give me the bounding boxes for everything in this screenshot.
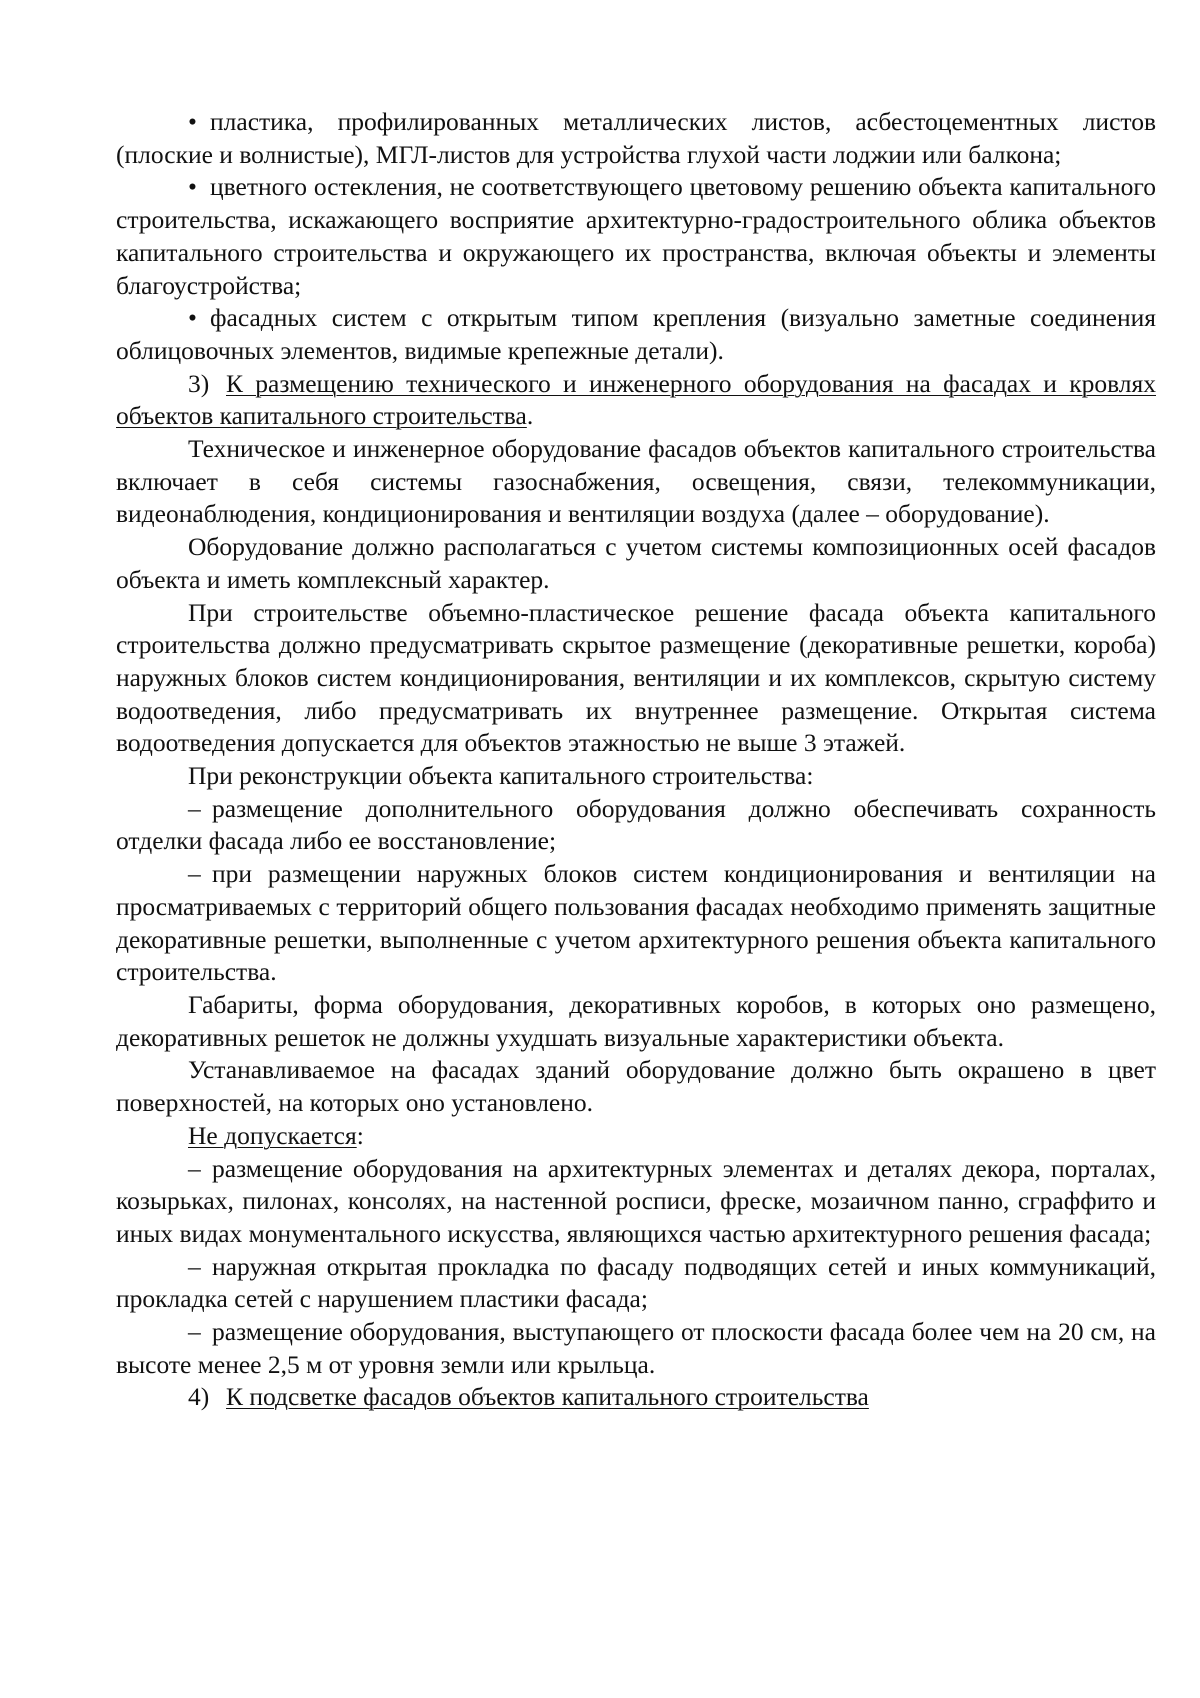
- document-page: [116, 106, 1156, 1414]
- section-title: К размещению технического и инженерного оборудования на фасадах и кровлях объектов капитального строительства: [116, 368, 1156, 431]
- paragraph: Габариты, форма оборудования, декоративных коробов, в которых оно размещено, декоративных решеток не должны ухудшать визуальные характеристики объекта.: [116, 989, 1156, 1052]
- section-title: К подсветке фасадов объектов капитального строительства: [226, 1382, 869, 1412]
- dash-marker: –: [188, 793, 201, 823]
- dash-text: при размещении наружных блоков систем кондиционирования и вентиляции на просматриваемых с территорий общего пользования фасадах необходимо применять защитные декоративные решетки, выполненные с учетом архитектурного решения объекта капитального строительства.: [116, 859, 1156, 987]
- prohibited-title-tail: :: [356, 1120, 364, 1150]
- bullet-marker: •: [188, 303, 197, 333]
- paragraph: Устанавливаемое на фасадах зданий оборудование должно быть окрашено в цвет поверхностей, на которых оно установлено.: [116, 1055, 1156, 1118]
- dash-marker: –: [188, 859, 201, 889]
- dash-text: размещение оборудования на архитектурных элементах и деталях декора, порталах, козырьках, пилонах, консолях, на настенной росписи, фреске, мозаичном панно, сграффито и иных видах монументального искусства, являющихся частью архитектурного решения фасада;: [116, 1153, 1156, 1248]
- paragraph: Техническое и инженерное оборудование фасадов объектов капитального строительства включает в себя системы газоснабжения, освещения, связи, телекоммуникации, видеонаблюдения, кондиционирования и вентиляции воздуха (далее – оборудование).: [116, 434, 1156, 529]
- paragraph: При реконструкции объекта капитального строительства:: [188, 761, 814, 791]
- paragraph: При строительстве объемно-пластическое решение фасада объекта капитального строительства должно предусматривать скрытое размещение (декоративные решетки, короба) наружных блоков систем кондиционирования, вентиляции и их комплексов, скрытую систему водоотведения, либо предусматривать их внутреннее размещение. Открытая система водоотведения допускается для объектов этажностью не выше 3 этажей.: [116, 597, 1156, 758]
- dash-text: наружная открытая прокладка по фасаду подводящих сетей и иных коммуникаций, прокладка сетей с нарушением пластики фасада;: [116, 1251, 1156, 1314]
- prohibited-title: Не допускается: [188, 1120, 357, 1150]
- section-title-tail: .: [526, 401, 534, 431]
- section-heading-4: [116, 1381, 1156, 1414]
- paragraph: Оборудование должно располагаться с учетом системы композиционных осей фасадов объекта и иметь комплексный характер.: [116, 532, 1156, 594]
- dash-text: размещение оборудования, выступающего от плоскости фасада более чем на 20 см, на высоте менее 2,5 м от уровня земли или крыльца.: [116, 1317, 1156, 1379]
- section-heading-3: [116, 368, 1156, 433]
- section-number: 3): [188, 368, 210, 398]
- dash-text: размещение дополнительного оборудования должно обеспечивать сохранность отделки фасада либо ее восстановление;: [116, 793, 1156, 856]
- bullet-item: [116, 302, 1156, 367]
- dash-item: [116, 1316, 1156, 1381]
- dash-marker: –: [188, 1251, 201, 1281]
- dash-item: [116, 793, 1156, 858]
- prohibited-heading: [116, 1120, 1156, 1153]
- bullet-item: [116, 106, 1156, 171]
- bullet-text: цветного остекления, не соответствующего цветовому решению объекта капитального строительства, искажающего восприятие архитектурно-градостроительного облика объектов капитального строительства и окружающего их пространства, включая объекты и элементы благоустройства;: [116, 172, 1156, 300]
- dash-item: [116, 858, 1156, 989]
- bullet-text: пластика, профилированных металлических листов, асбестоцементных листов (плоские и волнистые), МГЛ-листов для устройства глухой части лоджии или балкона;: [116, 107, 1156, 169]
- dash-marker: –: [188, 1153, 201, 1183]
- section-number: 4): [188, 1382, 210, 1412]
- bullet-item: [116, 171, 1156, 302]
- bullet-text: фасадных систем с открытым типом крепления (визуально заметные соединения облицовочных элементов, видимые крепежные детали).: [116, 303, 1156, 365]
- bullet-marker: •: [188, 172, 197, 202]
- dash-item: [116, 1251, 1156, 1316]
- dash-item: [116, 1153, 1156, 1251]
- bullet-marker: •: [188, 107, 197, 136]
- dash-marker: –: [188, 1317, 201, 1347]
